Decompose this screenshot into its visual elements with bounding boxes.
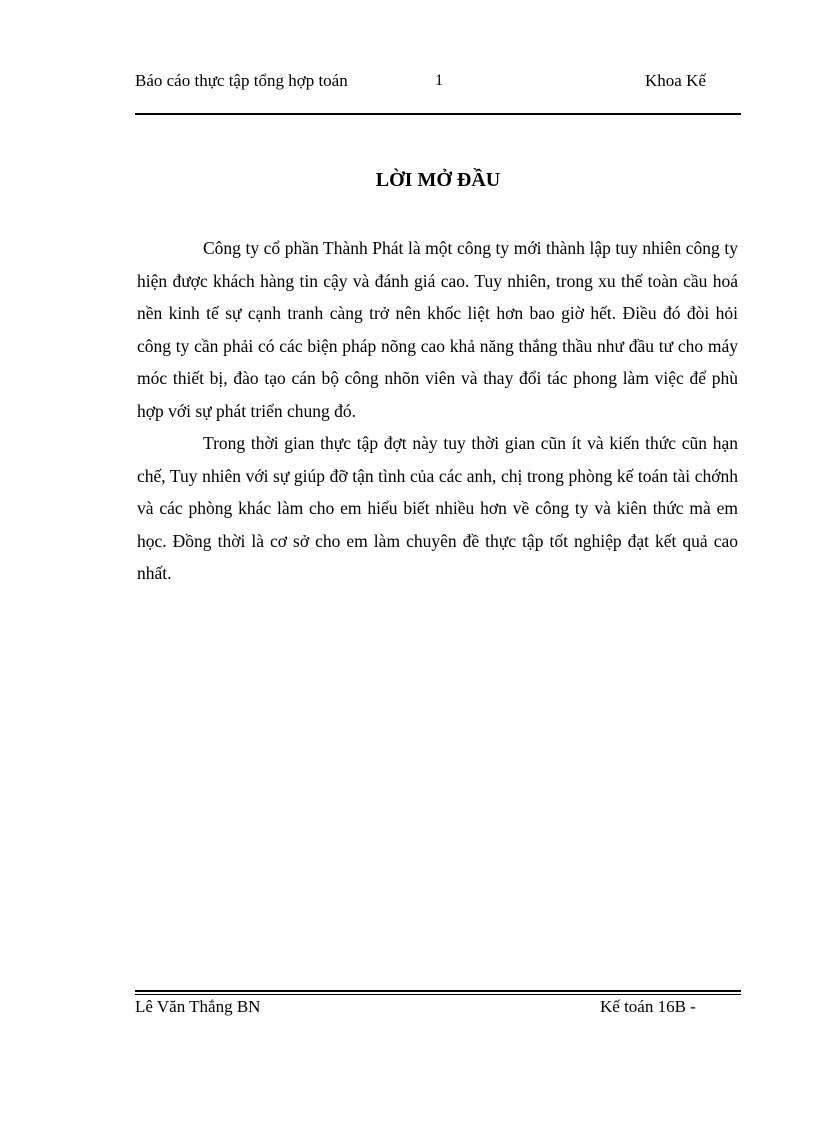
header-report-title: Báo cáo thực tập tổng hợp toán [135,71,348,90]
page-title: LỜI MỞ ĐẦU [375,169,501,191]
page-footer [135,995,741,1045]
paragraph: Trong thời gian thực tập đợt này tuy thời gian cũn ít và kiến thức cũn hạn chế, Tuy nhiên với sự giúp đỡ tận tình của các anh, chị trong phòng kế toán tài chớnh và các phòng khác làm cho em hiểu biết nhiều hơn về công ty và kiên thức mà em học. Đồng thời là cơ sở cho em làm chuyên đề thực tập tốt nghiệp đạt kết quả cao nhất. [137,433,738,583]
footer-class: Kế toán 16B - [600,997,696,1016]
footer-divider [135,990,741,992]
paragraph: Công ty cổ phần Thành Phát là một công ty mới thành lập tuy nhiên công ty hiện được khách hàng tin cậy và đánh giá cao. Tuy nhiên, trong xu thế toàn cầu hoá nền kinh tế sự cạnh tranh càng trở nên khốc liệt hơn bao giờ hết. Điều đó đòi hỏi công ty cần phải có các biện pháp nõng cao khả năng thắng thầu như đầu tư cho máy móc thiết bị, đào tạo cán bộ công nhõn viên và thay đổi tác phong làm việc để phù hợp với sự phát triển chung đó. [137,238,738,421]
document-body [137,232,738,590]
header-page-number: 1 [435,72,443,89]
footer-author: Lê Văn Thắng BN [135,997,261,1016]
page-header [135,70,741,114]
header-department: Khoa Kế [645,71,706,90]
header-divider [135,113,741,115]
